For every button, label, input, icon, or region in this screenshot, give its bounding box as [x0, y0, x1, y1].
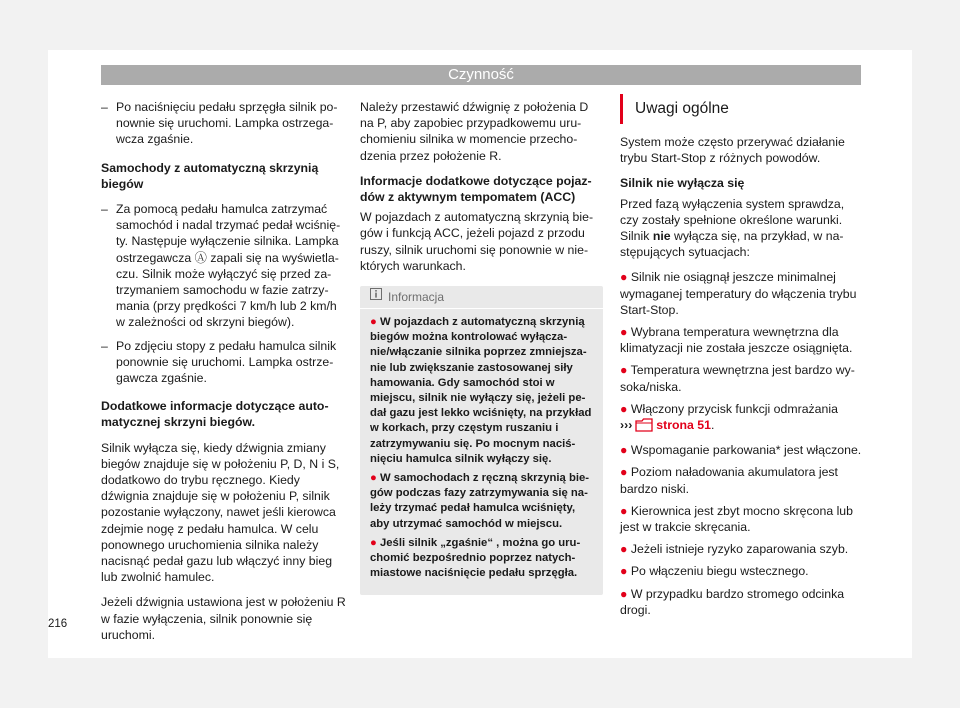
- text: Temperatura wewnętrzna jest bardzo wysoka/niska.: [620, 363, 855, 394]
- reference-arrows: ›››: [620, 418, 633, 433]
- text: Poziom naładowania akumulatora jest bardzo niski.: [620, 465, 838, 496]
- bullet-icon: ●: [620, 443, 628, 458]
- bullet-icon: ●: [620, 564, 628, 579]
- info-box-header: [360, 286, 603, 309]
- list-item: [620, 563, 866, 579]
- text: Za pomocą pedału hamulca zatrzymać samochód i nadal trzymać pedał wciśnięty. Następuje wyłączenie silnika. Lampka ostrzegawcza: [116, 202, 341, 265]
- bullet-icon: ●: [620, 465, 628, 480]
- page-number: 216: [48, 618, 68, 630]
- info-item: [370, 471, 595, 532]
- list-item: [620, 362, 866, 394]
- info-box-body: [360, 309, 603, 581]
- bullet-icon: ●: [620, 325, 628, 340]
- column-left: [101, 99, 347, 643]
- text: Włączony przycisk funkcji odmrażania: [630, 401, 838, 416]
- bullet-icon: ●: [620, 363, 628, 378]
- sub-heading: Silnik nie wyłącza się: [620, 176, 745, 191]
- page-reference-icon: [635, 418, 653, 436]
- page-reference-link[interactable]: strona 51: [656, 418, 711, 433]
- acc-heading: Informacje dodatkowe dotyczące pojazdów z aktywnym tempomatem (ACC): [360, 173, 592, 205]
- info-icon: [370, 285, 382, 307]
- extra-heading: Dodatkowe informacje dotyczące automatycznej skrzyni biegów.: [101, 399, 329, 430]
- list-item: [620, 586, 866, 618]
- bullet-icon: ●: [370, 536, 377, 549]
- bullet-icon: ●: [370, 472, 377, 485]
- list-item: [620, 401, 866, 436]
- list-item: [620, 464, 866, 496]
- paragraph: [620, 196, 866, 261]
- text: W samochodach z ręczną skrzynią biegów podczas fazy zatrzymywania się należy trzymać pedał hamulca wciśnięty, aby utrzymać samochód w miejscu.: [370, 472, 590, 530]
- bullet-icon: ●: [620, 542, 628, 557]
- section-header: Czynność: [101, 65, 861, 85]
- info-item: [370, 536, 595, 582]
- list-item: – Po naciśnięciu pedału sprzęgła silnik ponownie się uruchomi. Lampka ostrzegawcza zgaśnie.: [101, 99, 347, 148]
- text: Po włączeniu biegu wstecznego.: [630, 564, 809, 579]
- section-title: Uwagi ogólne: [620, 94, 866, 124]
- info-box: [360, 286, 603, 595]
- bullet-icon: ●: [620, 586, 628, 601]
- text: Silnik nie osiągnął jeszcze minimalnej wymaganej temperatury do włączenia trybu Start-Stop.: [620, 270, 857, 317]
- text: Jeżeli istnieje ryzyko zaparowania szyb.: [630, 542, 849, 557]
- text: wyłącza się, na przykład, w następujących sytuacjach:: [620, 229, 844, 260]
- text: Kierownica jest zbyt mocno skręcona lub jest w trakcie skręcania.: [620, 503, 853, 535]
- text: Wspomaganie parkowania* jest włączone.: [630, 443, 862, 458]
- paragraph: Jeżeli dźwignia ustawiona jest w położeniu R w fazie wyłączenia, silnik ponownie się uruchomi.: [101, 595, 346, 642]
- text: .: [710, 418, 715, 433]
- paragraph: System może często przerywać działanie trybu Start-Stop z różnych powodów.: [620, 135, 845, 166]
- bullet-icon: ●: [620, 270, 628, 285]
- list-item: [620, 541, 866, 557]
- column-middle: [360, 99, 603, 595]
- list-item: [620, 269, 866, 318]
- bullet-icon: ●: [620, 503, 628, 518]
- text: zapali się na wyświetlaczu. Silnik może wyłączyć się przed zatrzymaniem samochodu w fazie zatrzymania (przy prędkości 7 km/h lub 2 km/h w zależności od skrzyni biegów).: [116, 250, 339, 330]
- text: Przed fazą wyłączenia system sprawdza, czy zostały spełnione określone warunki. Silnik: [620, 196, 845, 244]
- list-item: [620, 503, 866, 535]
- auto-heading: Samochody z automatyczną skrzynią biegów: [101, 160, 319, 191]
- info-item: [370, 315, 595, 467]
- warning-symbol-icon: Ⓐ: [194, 250, 207, 265]
- bullet-icon: ●: [620, 401, 628, 416]
- info-box-label: Informacja: [388, 290, 445, 305]
- text-bold: nie: [652, 229, 671, 244]
- text: W przypadku bardzo stromego odcinka drogi.: [620, 586, 845, 617]
- text: W pojazdach z automatyczną skrzynią biegów można kontrolować wyłączanie/włączanie silnika poprzez zmniejszanie lub zwiększanie zastosowanej siły hamowania. Gdy samochód stoi w miejscu, silnik nie wyłączy się, jeżeli pedał gazu jest lekko wciśnięty, na przykład w korkach, przy częstym ruszaniu i zatrzymywaniu się. Po mocnym naciśnięciu hamulca silnik wyłączy się.: [370, 316, 592, 465]
- paragraph: Silnik wyłącza się, kiedy dźwignia zmiany biegów znajduje się w położeniu P, D, N i S, dodatkowo do trybu ręcznego. Kiedy dźwignia znajduje się w położeniu P, silnik pozostanie wyłączony, nawet jeśli kierowca zdejmie nogę z pedału hamulca. W celu ponownego uruchomienia silnika należy nacisnąć pedał gazu lub włączyć inny bieg lub zwolnić hamulec.: [101, 440, 340, 585]
- paragraph: Należy przestawić dźwignię z położenia D na P, aby zapobiec przypadkowemu uruchomieniu silnika w momencie przechodzenia przez położenie R.: [360, 100, 589, 163]
- text: Jeśli silnik „zgaśnie“ , można go uruchomić bezpośrednio poprzez natychmiastowe naciśnięcie pedału sprzęgła.: [370, 536, 581, 580]
- bullet-icon: ●: [370, 316, 377, 329]
- list-item: [620, 442, 866, 458]
- column-right: [620, 94, 866, 624]
- paragraph: W pojazdach z automatyczną skrzynią biegów i funkcją ACC, jeżeli pojazd z przodu ruszy, silnik uruchomi się ponownie w niektórych warunkach.: [360, 210, 594, 273]
- list-item: [101, 201, 347, 331]
- list-item: [620, 324, 866, 356]
- list-item: – Po zdjęciu stopy z pedału hamulca silnik ponownie się uruchomi. Lampka ostrzegawcza zgaśnie.: [101, 338, 347, 387]
- text: Wybrana temperatura wewnętrzna dla klimatyzacji nie została jeszcze osiągnięta.: [620, 325, 853, 356]
